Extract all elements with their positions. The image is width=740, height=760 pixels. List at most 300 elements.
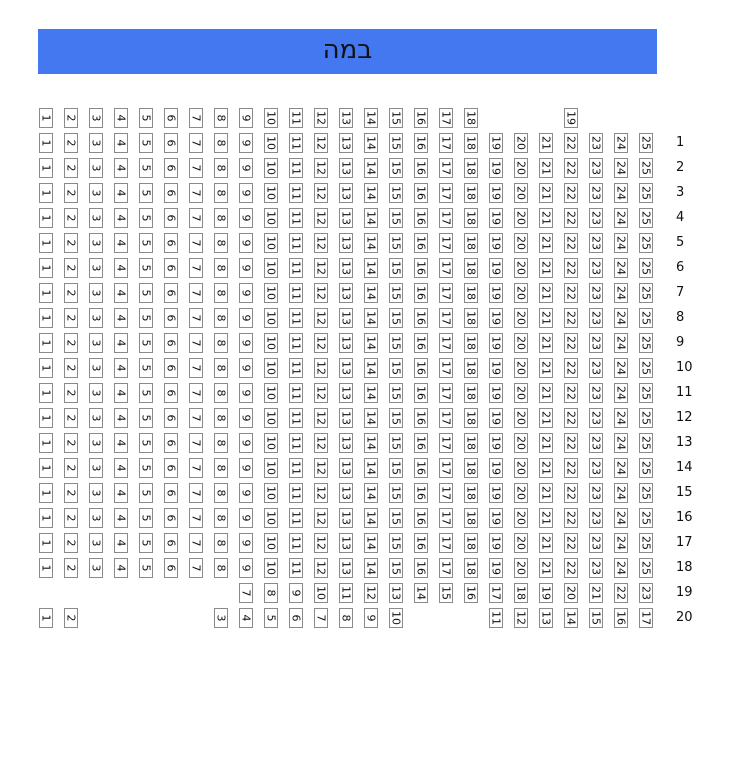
seat[interactable] (514, 483, 528, 503)
seat[interactable] (364, 308, 378, 328)
seat[interactable] (139, 158, 153, 178)
seat[interactable] (614, 383, 628, 403)
seat[interactable] (339, 558, 353, 578)
seat[interactable] (614, 158, 628, 178)
seat[interactable] (139, 233, 153, 253)
seat[interactable] (639, 608, 653, 628)
seat[interactable] (314, 433, 328, 453)
seat[interactable] (489, 283, 503, 303)
seat[interactable] (464, 158, 478, 178)
seat[interactable] (89, 108, 103, 128)
seat[interactable] (514, 158, 528, 178)
seat[interactable] (564, 158, 578, 178)
seat[interactable] (214, 308, 228, 328)
seat[interactable] (364, 608, 378, 628)
seat[interactable] (414, 133, 428, 153)
seat[interactable] (589, 583, 603, 603)
seat[interactable] (164, 533, 178, 553)
seat[interactable] (564, 308, 578, 328)
seat[interactable] (189, 333, 203, 353)
seat[interactable] (639, 408, 653, 428)
seat[interactable] (264, 183, 278, 203)
seat[interactable] (439, 433, 453, 453)
seat[interactable] (289, 108, 303, 128)
seat[interactable] (189, 283, 203, 303)
seat[interactable] (64, 383, 78, 403)
seat[interactable] (64, 458, 78, 478)
seat[interactable] (314, 133, 328, 153)
seat[interactable] (189, 208, 203, 228)
seat[interactable] (364, 533, 378, 553)
seat[interactable] (89, 533, 103, 553)
seat[interactable] (339, 408, 353, 428)
seat[interactable] (389, 433, 403, 453)
seat[interactable] (439, 208, 453, 228)
seat[interactable] (214, 108, 228, 128)
seat[interactable] (489, 233, 503, 253)
seat[interactable] (89, 333, 103, 353)
seat[interactable] (464, 458, 478, 478)
seat[interactable] (614, 333, 628, 353)
seat[interactable] (189, 258, 203, 278)
seat[interactable] (39, 533, 53, 553)
seat[interactable] (389, 383, 403, 403)
seat[interactable] (139, 183, 153, 203)
seat[interactable] (214, 433, 228, 453)
seat[interactable] (264, 158, 278, 178)
seat[interactable] (389, 158, 403, 178)
seat[interactable] (639, 458, 653, 478)
seat[interactable] (414, 508, 428, 528)
seat[interactable] (439, 483, 453, 503)
seat[interactable] (589, 208, 603, 228)
seat[interactable] (339, 333, 353, 353)
seat[interactable] (564, 508, 578, 528)
seat[interactable] (39, 258, 53, 278)
seat[interactable] (639, 308, 653, 328)
seat[interactable] (214, 458, 228, 478)
seat[interactable] (139, 258, 153, 278)
seat[interactable] (389, 358, 403, 378)
seat[interactable] (464, 208, 478, 228)
seat[interactable] (514, 333, 528, 353)
seat[interactable] (339, 108, 353, 128)
seat[interactable] (614, 558, 628, 578)
seat[interactable] (464, 108, 478, 128)
seat[interactable] (639, 233, 653, 253)
seat[interactable] (114, 133, 128, 153)
seat[interactable] (514, 233, 528, 253)
seat[interactable] (189, 183, 203, 203)
seat[interactable] (314, 383, 328, 403)
seat[interactable] (289, 258, 303, 278)
seat[interactable] (539, 233, 553, 253)
seat[interactable] (189, 308, 203, 328)
seat[interactable] (264, 558, 278, 578)
seat[interactable] (514, 208, 528, 228)
seat[interactable] (314, 583, 328, 603)
seat[interactable] (589, 458, 603, 478)
seat[interactable] (364, 458, 378, 478)
seat[interactable] (564, 333, 578, 353)
seat[interactable] (64, 108, 78, 128)
seat[interactable] (589, 258, 603, 278)
seat[interactable] (289, 133, 303, 153)
seat[interactable] (614, 258, 628, 278)
seat[interactable] (139, 358, 153, 378)
seat[interactable] (114, 408, 128, 428)
seat[interactable] (489, 308, 503, 328)
seat[interactable] (464, 283, 478, 303)
seat[interactable] (439, 308, 453, 328)
seat[interactable] (39, 208, 53, 228)
seat[interactable] (589, 358, 603, 378)
seat[interactable] (214, 558, 228, 578)
seat[interactable] (39, 458, 53, 478)
seat[interactable] (464, 183, 478, 203)
seat[interactable] (439, 358, 453, 378)
seat[interactable] (414, 383, 428, 403)
seat[interactable] (139, 558, 153, 578)
seat[interactable] (239, 333, 253, 353)
seat[interactable] (514, 558, 528, 578)
seat[interactable] (214, 258, 228, 278)
seat[interactable] (489, 158, 503, 178)
seat[interactable] (489, 608, 503, 628)
seat[interactable] (189, 233, 203, 253)
seat[interactable] (339, 233, 353, 253)
seat[interactable] (89, 283, 103, 303)
seat[interactable] (189, 358, 203, 378)
seat[interactable] (414, 283, 428, 303)
seat[interactable] (414, 558, 428, 578)
seat[interactable] (439, 158, 453, 178)
seat[interactable] (314, 408, 328, 428)
seat[interactable] (64, 233, 78, 253)
seat[interactable] (464, 533, 478, 553)
seat[interactable] (414, 583, 428, 603)
seat[interactable] (364, 508, 378, 528)
seat[interactable] (39, 483, 53, 503)
seat[interactable] (364, 233, 378, 253)
seat[interactable] (464, 233, 478, 253)
seat[interactable] (514, 308, 528, 328)
seat[interactable] (539, 283, 553, 303)
seat[interactable] (164, 158, 178, 178)
seat[interactable] (314, 333, 328, 353)
seat[interactable] (289, 533, 303, 553)
seat[interactable] (339, 583, 353, 603)
seat[interactable] (564, 183, 578, 203)
seat[interactable] (564, 458, 578, 478)
seat[interactable] (389, 458, 403, 478)
seat[interactable] (464, 383, 478, 403)
seat[interactable] (364, 283, 378, 303)
seat[interactable] (289, 608, 303, 628)
seat[interactable] (639, 158, 653, 178)
seat[interactable] (564, 483, 578, 503)
seat[interactable] (414, 408, 428, 428)
seat[interactable] (189, 383, 203, 403)
seat[interactable] (214, 383, 228, 403)
seat[interactable] (489, 583, 503, 603)
seat[interactable] (564, 583, 578, 603)
seat[interactable] (314, 183, 328, 203)
seat[interactable] (89, 483, 103, 503)
seat[interactable] (339, 533, 353, 553)
seat[interactable] (164, 458, 178, 478)
seat[interactable] (539, 208, 553, 228)
seat[interactable] (264, 508, 278, 528)
seat[interactable] (64, 508, 78, 528)
seat[interactable] (439, 583, 453, 603)
seat[interactable] (614, 358, 628, 378)
seat[interactable] (314, 458, 328, 478)
seat[interactable] (139, 133, 153, 153)
seat[interactable] (439, 533, 453, 553)
seat[interactable] (139, 208, 153, 228)
seat[interactable] (414, 208, 428, 228)
seat[interactable] (239, 158, 253, 178)
seat[interactable] (414, 533, 428, 553)
seat[interactable] (214, 508, 228, 528)
seat[interactable] (614, 533, 628, 553)
seat[interactable] (639, 483, 653, 503)
seat[interactable] (164, 408, 178, 428)
seat[interactable] (39, 408, 53, 428)
seat[interactable] (64, 158, 78, 178)
seat[interactable] (89, 458, 103, 478)
seat[interactable] (489, 508, 503, 528)
seat[interactable] (339, 158, 353, 178)
seat[interactable] (414, 358, 428, 378)
seat[interactable] (114, 158, 128, 178)
seat[interactable] (514, 133, 528, 153)
seat[interactable] (264, 258, 278, 278)
seat[interactable] (264, 358, 278, 378)
seat[interactable] (114, 533, 128, 553)
seat[interactable] (39, 608, 53, 628)
seat[interactable] (639, 583, 653, 603)
seat[interactable] (239, 433, 253, 453)
seat[interactable] (239, 133, 253, 153)
seat[interactable] (264, 133, 278, 153)
seat[interactable] (39, 383, 53, 403)
seat[interactable] (214, 408, 228, 428)
seat[interactable] (464, 358, 478, 378)
seat[interactable] (564, 608, 578, 628)
seat[interactable] (164, 233, 178, 253)
seat[interactable] (64, 533, 78, 553)
seat[interactable] (514, 458, 528, 478)
seat[interactable] (239, 258, 253, 278)
seat[interactable] (64, 258, 78, 278)
seat[interactable] (589, 408, 603, 428)
seat[interactable] (389, 208, 403, 228)
seat[interactable] (139, 333, 153, 353)
seat[interactable] (564, 558, 578, 578)
seat[interactable] (314, 283, 328, 303)
seat[interactable] (214, 233, 228, 253)
seat[interactable] (489, 483, 503, 503)
seat[interactable] (264, 208, 278, 228)
seat[interactable] (314, 108, 328, 128)
seat[interactable] (214, 133, 228, 153)
seat[interactable] (514, 408, 528, 428)
seat[interactable] (164, 508, 178, 528)
seat[interactable] (89, 258, 103, 278)
seat[interactable] (539, 133, 553, 153)
seat[interactable] (264, 383, 278, 403)
seat[interactable] (264, 233, 278, 253)
seat[interactable] (564, 283, 578, 303)
seat[interactable] (114, 458, 128, 478)
seat[interactable] (614, 583, 628, 603)
seat[interactable] (314, 258, 328, 278)
seat[interactable] (339, 258, 353, 278)
seat[interactable] (414, 258, 428, 278)
seat[interactable] (239, 483, 253, 503)
seat[interactable] (64, 558, 78, 578)
seat[interactable] (639, 533, 653, 553)
seat[interactable] (539, 458, 553, 478)
seat[interactable] (114, 483, 128, 503)
seat[interactable] (89, 233, 103, 253)
seat[interactable] (189, 508, 203, 528)
seat[interactable] (39, 183, 53, 203)
seat[interactable] (464, 333, 478, 353)
seat[interactable] (339, 358, 353, 378)
seat[interactable] (364, 258, 378, 278)
seat[interactable] (64, 433, 78, 453)
seat[interactable] (89, 408, 103, 428)
seat[interactable] (114, 383, 128, 403)
seat[interactable] (539, 383, 553, 403)
seat[interactable] (289, 558, 303, 578)
seat[interactable] (114, 433, 128, 453)
seat[interactable] (439, 508, 453, 528)
seat[interactable] (114, 508, 128, 528)
seat[interactable] (414, 458, 428, 478)
seat[interactable] (289, 383, 303, 403)
seat[interactable] (139, 283, 153, 303)
seat[interactable] (539, 508, 553, 528)
seat[interactable] (464, 583, 478, 603)
seat[interactable] (264, 483, 278, 503)
seat[interactable] (314, 358, 328, 378)
seat[interactable] (239, 183, 253, 203)
seat[interactable] (89, 383, 103, 403)
seat[interactable] (539, 158, 553, 178)
seat[interactable] (464, 433, 478, 453)
seat[interactable] (539, 533, 553, 553)
seat[interactable] (214, 158, 228, 178)
seat[interactable] (239, 383, 253, 403)
seat[interactable] (139, 483, 153, 503)
seat[interactable] (589, 183, 603, 203)
seat[interactable] (289, 358, 303, 378)
seat[interactable] (64, 208, 78, 228)
seat[interactable] (414, 233, 428, 253)
seat[interactable] (489, 558, 503, 578)
seat[interactable] (289, 458, 303, 478)
seat[interactable] (64, 483, 78, 503)
seat[interactable] (239, 508, 253, 528)
seat[interactable] (189, 558, 203, 578)
seat[interactable] (164, 358, 178, 378)
seat[interactable] (189, 483, 203, 503)
seat[interactable] (189, 408, 203, 428)
seat[interactable] (464, 483, 478, 503)
seat[interactable] (64, 133, 78, 153)
seat[interactable] (139, 308, 153, 328)
seat[interactable] (639, 333, 653, 353)
seat[interactable] (239, 458, 253, 478)
seat[interactable] (564, 358, 578, 378)
seat[interactable] (439, 183, 453, 203)
seat[interactable] (39, 558, 53, 578)
seat[interactable] (489, 383, 503, 403)
seat[interactable] (289, 583, 303, 603)
seat[interactable] (489, 408, 503, 428)
seat[interactable] (514, 433, 528, 453)
seat[interactable] (389, 483, 403, 503)
seat[interactable] (264, 433, 278, 453)
seat[interactable] (214, 533, 228, 553)
seat[interactable] (514, 533, 528, 553)
seat[interactable] (614, 183, 628, 203)
seat[interactable] (89, 158, 103, 178)
seat[interactable] (589, 483, 603, 503)
seat[interactable] (614, 483, 628, 503)
seat[interactable] (139, 458, 153, 478)
seat[interactable] (414, 158, 428, 178)
seat[interactable] (214, 333, 228, 353)
seat[interactable] (589, 158, 603, 178)
seat[interactable] (89, 308, 103, 328)
seat[interactable] (189, 133, 203, 153)
seat[interactable] (589, 283, 603, 303)
seat[interactable] (564, 208, 578, 228)
seat[interactable] (164, 108, 178, 128)
seat[interactable] (639, 508, 653, 528)
seat[interactable] (214, 283, 228, 303)
seat[interactable] (39, 133, 53, 153)
seat[interactable] (439, 383, 453, 403)
seat[interactable] (164, 333, 178, 353)
seat[interactable] (589, 533, 603, 553)
seat[interactable] (64, 608, 78, 628)
seat[interactable] (564, 258, 578, 278)
seat[interactable] (589, 508, 603, 528)
seat[interactable] (264, 333, 278, 353)
seat[interactable] (364, 108, 378, 128)
seat[interactable] (264, 408, 278, 428)
seat[interactable] (189, 458, 203, 478)
seat[interactable] (64, 408, 78, 428)
seat[interactable] (314, 308, 328, 328)
seat[interactable] (114, 358, 128, 378)
seat[interactable] (614, 608, 628, 628)
seat[interactable] (414, 183, 428, 203)
seat[interactable] (39, 433, 53, 453)
seat[interactable] (614, 308, 628, 328)
seat[interactable] (164, 383, 178, 403)
seat[interactable] (114, 558, 128, 578)
seat[interactable] (539, 608, 553, 628)
seat[interactable] (239, 208, 253, 228)
seat[interactable] (239, 583, 253, 603)
